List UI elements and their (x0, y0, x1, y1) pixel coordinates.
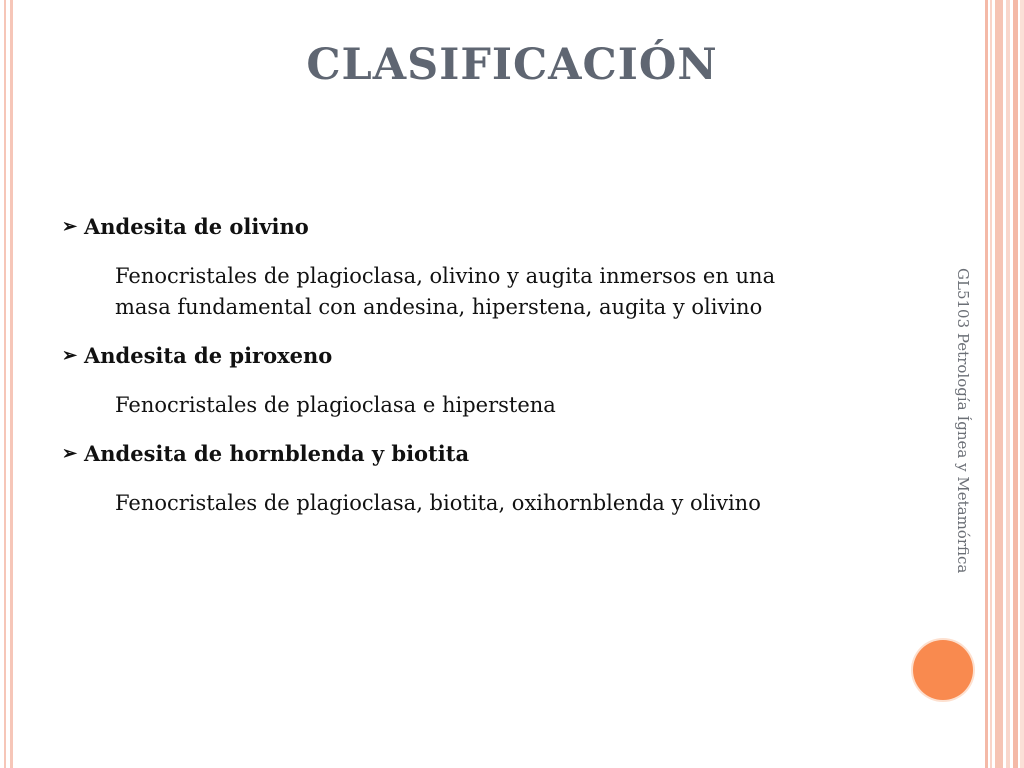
right-stripe (1006, 0, 1010, 768)
section-heading (62, 341, 862, 371)
right-stripe (990, 0, 992, 768)
slide-title: CLASIFICACIÓN (306, 40, 718, 90)
right-stripe (995, 0, 1003, 768)
section-description-line: Fenocristales de plagioclasa, biotita, oxihornblenda y olivino (115, 491, 761, 515)
orange-circle-decoration (913, 640, 973, 700)
section-description-line: Fenocristales de plagioclasa e hiperstena (115, 393, 556, 417)
arrow-bullet-icon: ➢ (62, 443, 78, 464)
right-stripe (1013, 0, 1018, 768)
section-heading (62, 212, 862, 242)
section-heading-text: Andesita de hornblenda y biotita (84, 441, 470, 466)
section-heading-text: Andesita de piroxeno (84, 343, 333, 368)
left-decorative-border (0, 0, 13, 768)
section-description-line: Fenocristales de plagioclasa, olivino y augita inmersos en una (115, 264, 776, 288)
arrow-bullet-icon: ➢ (62, 216, 78, 237)
right-stripe (985, 0, 988, 768)
section-heading-text: Andesita de olivino (84, 214, 309, 239)
section-description-line: masa fundamental con andesina, hiperstena, augita y olivino (115, 295, 763, 319)
slide-content (62, 212, 862, 519)
right-stripe (1020, 0, 1024, 768)
arrow-bullet-icon: ➢ (62, 345, 78, 366)
vertical-footer-text: GL5103 Petrología Ígnea y Metamórfica (954, 268, 972, 574)
section-heading (62, 439, 862, 469)
